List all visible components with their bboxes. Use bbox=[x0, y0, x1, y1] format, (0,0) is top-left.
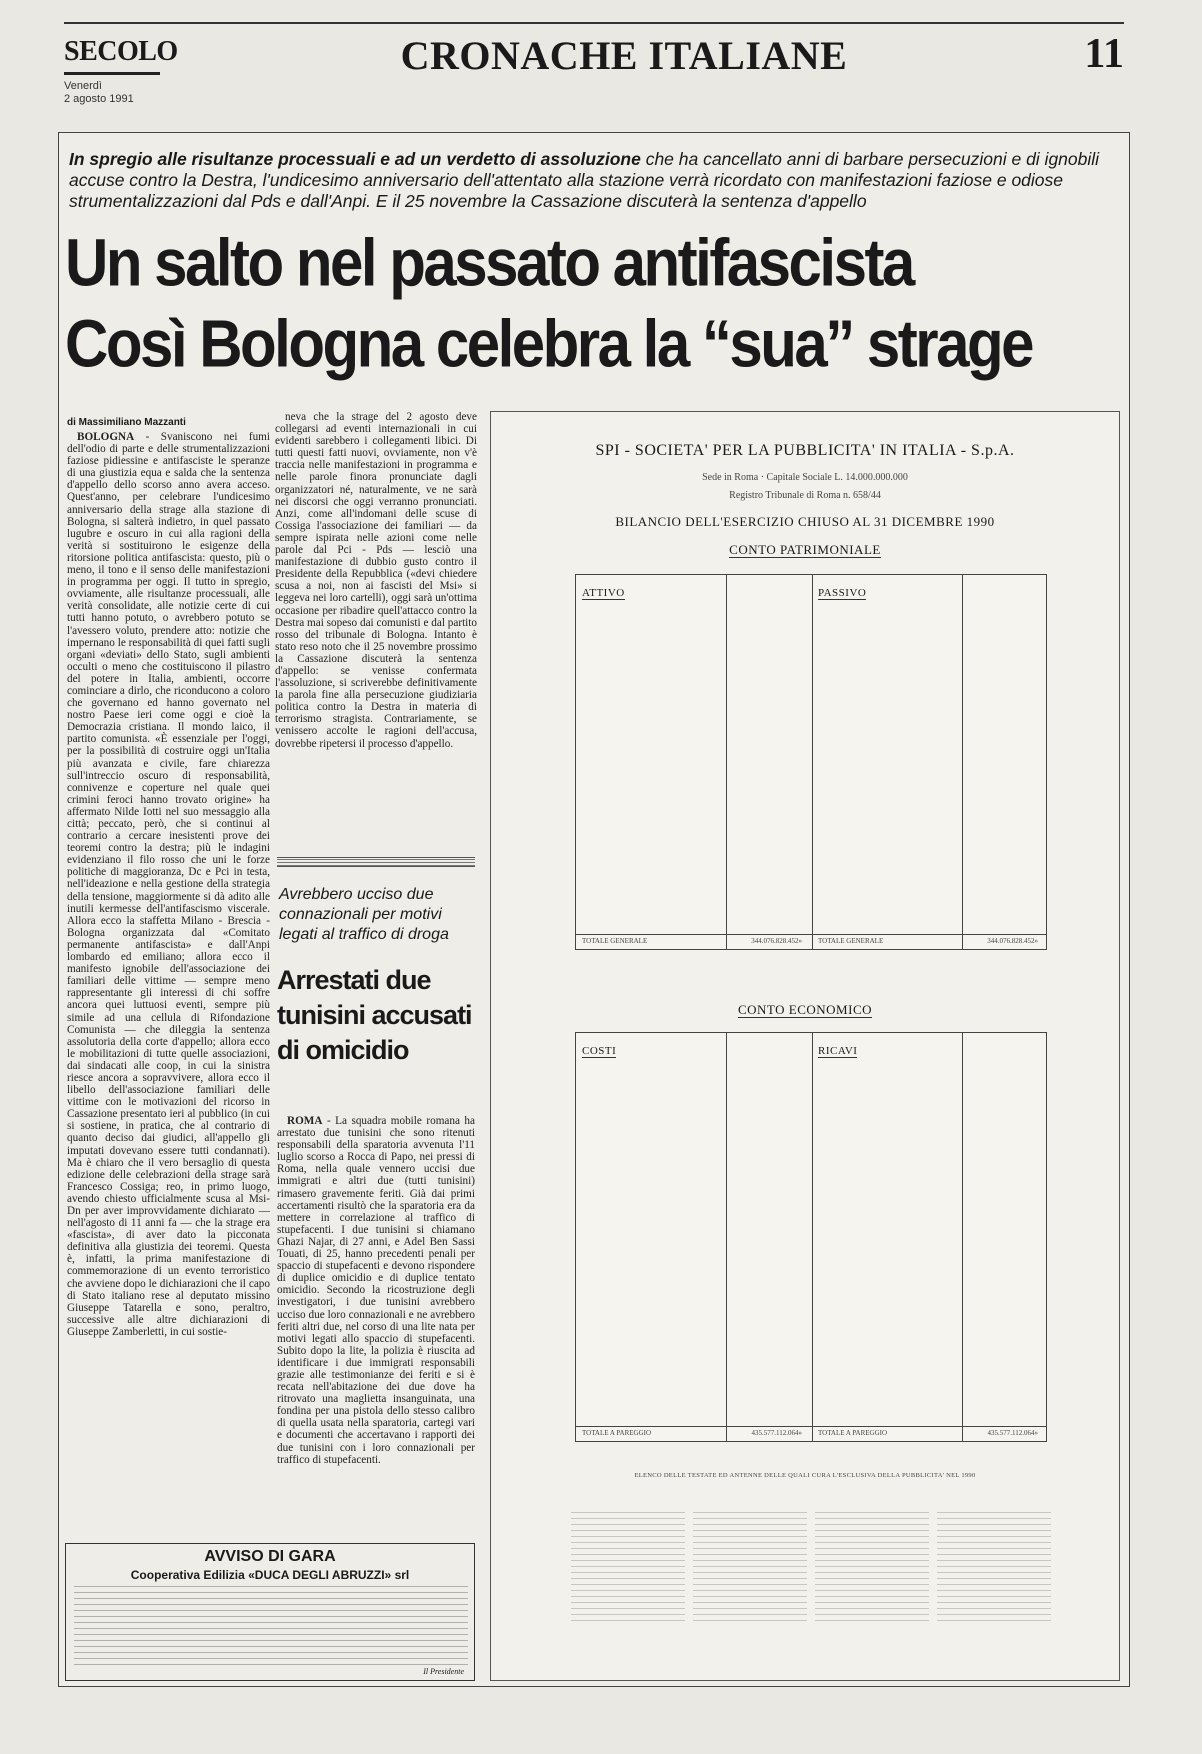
article-headline bbox=[65, 223, 1125, 384]
total-value: 344.076.828.452» bbox=[751, 937, 802, 945]
headline-line-1: Un salto nel passato antifascista bbox=[65, 225, 913, 301]
testate-column bbox=[693, 1512, 807, 1622]
conto-patrimoniale-title bbox=[491, 542, 1119, 558]
total-label: TOTALE GENERALE bbox=[818, 937, 884, 945]
ad-bilancio-title: BILANCIO DELL'ESERCIZIO CHIUSO AL 31 DICEMBRE 1990 bbox=[615, 514, 995, 529]
secondary-body bbox=[277, 1115, 475, 1527]
ad-seat: Sede in Roma · Capitale Sociale L. 14.000.000.000 bbox=[702, 472, 908, 483]
conto-patrimoniale-label: CONTO PATRIMONIALE bbox=[729, 542, 881, 557]
table-total bbox=[582, 1429, 806, 1437]
testate-list bbox=[571, 1512, 1051, 1622]
byline: di Massimiliano Mazzanti bbox=[67, 417, 186, 428]
headline-line-2: Così Bologna celebra la “sua” strage bbox=[65, 305, 1033, 381]
tender-title: AVVISO DI GARA bbox=[204, 1548, 336, 1565]
dateline: BOLOGNA bbox=[77, 431, 135, 443]
total-value: 435.577.112.064» bbox=[987, 1429, 1038, 1437]
attivo-title: ATTIVO bbox=[582, 587, 625, 599]
issue-day: Venerdì bbox=[64, 80, 102, 92]
balance-sheet-ad bbox=[490, 411, 1120, 1681]
conto-patrimoniale-table bbox=[575, 574, 1047, 950]
table-total-line bbox=[576, 1426, 1046, 1427]
issue-date-text: 2 agosto 1991 bbox=[64, 93, 134, 105]
total-value: 435.577.112.064» bbox=[751, 1429, 802, 1437]
tender-fine-print bbox=[74, 1586, 468, 1666]
table-divider bbox=[812, 1033, 813, 1441]
total-value: 344.076.828.452» bbox=[987, 937, 1038, 945]
conto-economico-table bbox=[575, 1032, 1047, 1442]
table-column-line bbox=[726, 575, 727, 949]
page-number: 11 bbox=[1084, 31, 1124, 77]
article-kicker bbox=[69, 149, 1109, 212]
total-label: TOTALE GENERALE bbox=[582, 937, 648, 945]
table-column-line bbox=[726, 1033, 727, 1441]
attivo-side bbox=[576, 575, 812, 949]
table-divider bbox=[812, 575, 813, 949]
kicker-rest: che ha cancellato anni di barbare persecuzioni e di ignobili accuse contro la Destra, l'undicesimo anniversario dell'attentato alla stazione verrà ricordato con manifestazioni faziose e odiose strumentalizzazioni dal Pds e dall'Anpi. E il 25 novembre la Cassazione discuterà la sentenza d'appello bbox=[69, 149, 1100, 211]
body-column-2 bbox=[275, 411, 477, 811]
testate-column bbox=[571, 1512, 685, 1622]
tender-signature: Il Presidente bbox=[423, 1667, 464, 1676]
conto-economico-title bbox=[491, 1002, 1119, 1018]
table-total-line bbox=[576, 934, 1046, 935]
secondary-text: - La squadra mobile romana ha arrestato due tunisini che sono ritenuti responsabili della sparatoria avvenuta l'11 luglio scorso a Rocca di Papo, nei pressi di Roma, nella quale vennero uccisi due immigrati e altri due (tutti tunisini) rimasero gravemente feriti. Già dai primi accertamenti risultò che la sparatoria era da mettere in correlazione al traffico di stupefacenti. I due tunisini si chiamano Ghazi Najar, di 27 anni, e Adel Ben Sassi Touati, di 25, hanno precedenti penali per spaccio di stupefacenti e devono rispondere di duplice omicidio e di duplice tentato omicidio. Secondo la ricostruzione degli investigatori, i due tunisini avrebbero ucciso due loro connazionali e ne avrebbero feriti altri due, nel corso di una lite nata per motivi legati allo spaccio di stupefacenti. Subito dopo la lite, la polizia è riuscita ad identificare i due immigrati responsabili grazie alle testimonianze dei feriti e si è recata nell'abitazione dei due dove ha ritrovato una maglietta insanguinata, una fondina per una pistola dello stesso calibro di quella usata nella sparatoria, cartegi vari e documenti che accertavano i rapporti dei due tunisini con i loro connazionali per traffico di stupefacenti. bbox=[277, 1115, 475, 1466]
body-text-1: - Svaniscono nei fumi dell'odio di parte e delle strumentalizzazioni faziose pidiessine e antifasciste le speranze di una giustizia equa e salda che la sentenza d'appello dello scorso anno avera acceso. Quest'anno, per celebrare l'undicesimo anniversario della strage alla stazione di Bologna, si salterà indietro, in quel passato lugubre e oscuro in cui alla ragioni della verità si sostituirono le esigenze della ritorsione politica antifascista: questo, più o meno, il tono e il senso delle manifestazioni in programma per oggi. Il tutto in spregio, ovviamente, alle risultanze processuali, alle verità consolidate, alle notizie certe di cui tutti hanno potuto, o avrebbero potuto se l'avessero voluto, prendere atto: notizie che impernano le responsabilità di quei fatti sugli organi «deviati» dello Stato, sugli ambienti occulti o meno che costituiscono il pilastro del potere in Italia, ambienti, occorre cominciare a dirlo, che riconducono a coloro che governano ed hanno governato nel nostro Paese ieri come oggi e cioè la Democrazia cristiana. Il mondo laico, il partito comunista. «È essenziale per l'oggi, per la possibilità di costruire oggi un'Italia più avanzata e civile, fare chiarezza sull'intreccio oscuro di responsabilità, connivenze e coperture nel quale quei crimini feroci hanno trovato origine» ha affermato Nilde Iotti nel suo messaggio alla città; peccato, però, che si continui al contrario a cercare inesistenti prove dei teoremi contro la destra; più le indagini evidenziano il filo rosso che uni le forze politiche di maggioranza, Dc e Pci in testa, nell'ideazione e nella gestione della strategia della tensione, maggiormente si dà adito alle inutili kermesse dell'antifascismo viscerale. Allora ecco la staffetta Milano - Brescia - Bologna organizzata dal «Comitato permanente antifascista» e dall'Anpi lombardo ed emiliano; allora ecco il manifesto ignobile dell'associazione dei familiari delle vittime — sempre meno rappresentante gli interessi di chi soffre ancora quei luttuosi eventi, sempre più simile ad una cellula di Rifondazione Comunista — che dileggia la sentenza assolutoria della corte d'appello; allora ecco le mobilitazioni di tutte quelle associazioni, dai sindacati alle coop, in cui la sinistra riesce ancora a sopravvivere, allora ecco il libello dell'associazione familiari delle vittime con le motivazioni del ricorso in Cassazione presentato ieri al pubblico (in cui si sostiene, in pratica, che al contrario di quanto deciso dai giudici, all'appello gli imputati dovevano essere tutti condannati). Ma è chiaro che il vero bersaglio di questa edizione delle celebrazioni della strage sarà Francesco Cossiga; reo, in primo luogo, avendo chiesto ufficialmente scusa al Msi-Dn per aver improvvidamente dichiarato — nell'agosto di 11 anni fa — che la strage era «fascista», di aver dato la picconata definitiva alla giustizia dei teoremi. Questa è, infatti, la prima manifestazione di commemorazione di un evento terroristico che avviene dopo le dichiarazioni che il capo di Stato italiano rese al deputato missino Giuseppe Tatarella e sono, peraltro, successive alle altre dichiarazioni di Giuseppe Zamberletti, in cui sostie- bbox=[67, 431, 270, 1338]
masthead bbox=[64, 22, 1124, 114]
secondary-headline: Arrestati due tunisini accusati di omicidio bbox=[277, 965, 472, 1065]
tender-subtitle: Cooperativa Edilizia «DUCA DEGLI ABRUZZI» srl bbox=[130, 1568, 410, 1582]
total-label: TOTALE A PAREGGIO bbox=[582, 1429, 652, 1437]
ricavi-side bbox=[812, 1033, 1048, 1441]
secondary-kicker-rest: due connazionali per motivi legati al traffico di droga bbox=[279, 886, 449, 943]
section-divider bbox=[277, 857, 475, 867]
body-column-1 bbox=[67, 431, 270, 1527]
ad-register: Registro Tribunale di Roma n. 658/44 bbox=[729, 490, 881, 501]
passivo-side bbox=[812, 575, 1048, 949]
issue-date bbox=[64, 80, 134, 106]
total-label: TOTALE A PAREGGIO bbox=[818, 1429, 888, 1437]
ricavi-title: RICAVI bbox=[818, 1045, 858, 1057]
kicker-bold: In spregio alle risultanze processuali e ad un verdetto di assoluzione bbox=[69, 149, 641, 169]
testate-column bbox=[815, 1512, 929, 1622]
main-article bbox=[58, 132, 1130, 1687]
table-column-line bbox=[962, 1033, 963, 1441]
newspaper-logo: SECOLO bbox=[64, 36, 178, 67]
conto-economico-label: CONTO ECONOMICO bbox=[737, 1002, 872, 1017]
ad-company: SPI - SOCIETA' PER LA PUBBLICITA' IN ITALIA - S.p.A. bbox=[595, 442, 1015, 459]
table-column-line bbox=[962, 575, 963, 949]
costi-side bbox=[576, 1033, 812, 1441]
logo-underline bbox=[64, 72, 160, 75]
section-title: CRONACHE ITALIANE bbox=[400, 33, 848, 78]
passivo-title: PASSIVO bbox=[818, 587, 867, 599]
testate-column bbox=[937, 1512, 1051, 1622]
table-total bbox=[818, 937, 1042, 945]
testate-title: ELENCO DELLE TESTATE ED ANTENNE DELLE QUALI CURA L'ESCLUSIVA DELLA PUBBLICITA' NEL 1990 bbox=[634, 1472, 976, 1479]
table-total bbox=[582, 937, 806, 945]
body-text-2: neva che la strage del 2 agosto deve collegarsi ad eventi internazionali in cui evidenti sarebbero i collegamenti libici. Di tutti questi fatti nuovi, ovviamente, non v'è traccia nelle manifestazioni in programma e nelle parole finora pronunciate dagli organizzatori né, naturalmente, ve ne sarà nei discorsi che oggi verranno pronunciati. Anzi, come all'indomani delle scuse di Cossiga l'associazione dei familiari — da sempre ispirata nelle azioni come nelle parole dal Pci - Pds — lesciò una manifestazione di dubbio gusto contro il Presidente della Repubblica («devi chiedere scusa a noi, non ai fascisti del Msi» si leggeva nei loro cartelli), oggi sarà un'ottima occasione per ribadire quell'attacco contro la Destra mai sopeso dai comunisti e dal partito rosso del tribunale di Bologna. Intanto è stato reso noto che il 25 novembre prossimo la Cassazione discuterà la sentenza d'appello: se venisse confermata l'assoluzione, si scriverebbe definitivamente la parola fine alla persecuzione giudiziaria politica contro la Destra in materia di terrorismo stragista. Contrariamente, se venissero accolte le ragioni dell'accusa, dovrebbe ripetersi il processo d'appello. bbox=[275, 411, 477, 750]
costi-title: COSTI bbox=[582, 1045, 617, 1057]
secondary-dateline: ROMA bbox=[287, 1115, 323, 1127]
tender-notice bbox=[65, 1543, 475, 1681]
table-total bbox=[818, 1429, 1042, 1437]
secondary-kicker-italic: Avrebbero ucciso bbox=[279, 886, 403, 903]
secondary-kicker bbox=[279, 885, 475, 945]
